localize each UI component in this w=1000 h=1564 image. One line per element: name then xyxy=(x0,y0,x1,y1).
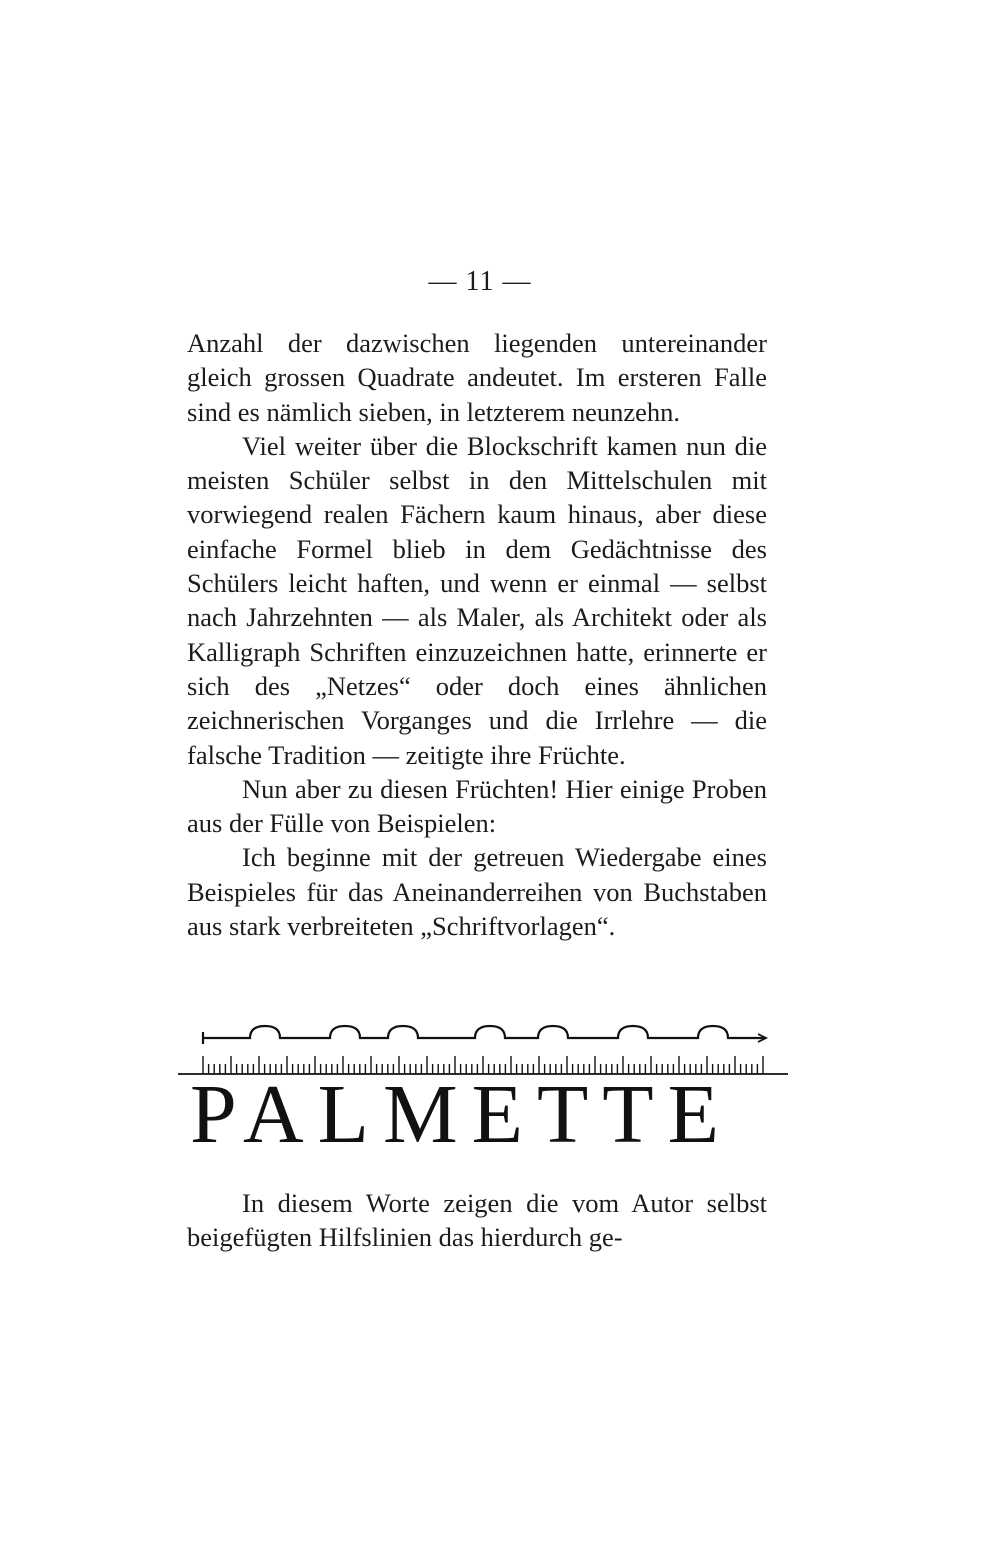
paragraph: Nun aber zu diesen Früchten! Hier einige Proben aus der Fülle von Beispielen: xyxy=(187,773,767,839)
paragraph: In diesem Worte zeigen die vom Autor selbst beigefügten Hilfslinien das hierdurch ge- xyxy=(187,1188,767,1253)
paragraph: Viel weiter über die Blockschrift kamen nun die meisten Schüler selbst in den Mittelschulen mit vorwiegend realen Fächern kaum hinaus, aber diese einfache Formel blieb in dem Gedächtnisse des Schülers leicht haften, und wenn er einmal — selbst nach Jahrzehnten — als Maler, als Architekt oder als Kalligraph Schriften einzuzeichnen hatte, erinnerte er sich des „Netzes“ oder doch eines ähnlichen zeichnerischen Vorganges und die Irrlehre — die falsche Tradition — zeitigte ihre Früchte. xyxy=(187,430,767,770)
paragraph: Anzahl der dazwischen liegenden untereinander gleich grossen Quadrate andeutet. Im ersteren Falle sind es nämlich sieben, in letzterem neunzehn. xyxy=(187,328,767,427)
spacing-arches xyxy=(203,1026,766,1044)
body-text-bottom xyxy=(187,1186,767,1255)
paragraph: Ich beginne mit der getreuen Wiedergabe eines Beispieles für das Aneinanderreihen von Buchstaben aus stark verbreiteten „Schriftvorlagen“. xyxy=(187,842,767,942)
palmette-word: PALMETTE xyxy=(190,1068,733,1161)
palmette-figure xyxy=(170,1018,800,1161)
page-number: — 11 — xyxy=(428,266,532,297)
body-text-top xyxy=(187,326,767,943)
